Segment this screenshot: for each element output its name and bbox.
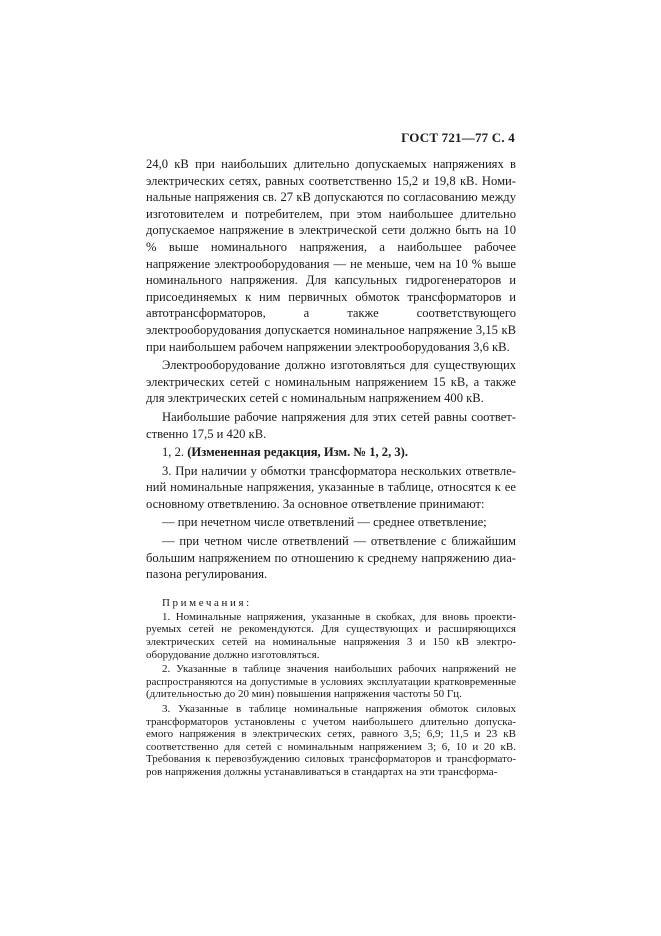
amendment-clause-numbers: 1, 2. — [162, 445, 185, 460]
paragraph-max-voltages: Наибольшие рабочие напряжения для этих сетей равны соответственно 17,5 и 420 кВ. — [146, 409, 516, 441]
list-item-odd-taps: — при нечетном числе ответвлений — среднее ответвление; — [162, 515, 487, 530]
paragraph-amendment — [146, 444, 516, 461]
paragraph-clause-3: 3. При наличии у обмотки трансформатора нескольких ответвлений номинальные напряжения, указанные в таблице, относятся к ее основному ответвлению. За основное ответвление принимают: — [146, 463, 516, 511]
page-header: ГОСТ 721—77 С. 4 — [401, 130, 515, 145]
notes-title: Примечания: — [162, 596, 252, 609]
note-2: 2. Указанные в таблице значения наибольших рабочих напряжений не распространяются на допустимые в условиях эксплуатации кратковременные (длительностью до 20 мин) повышения напряжения частоты 50 Гц. — [146, 663, 516, 701]
amendment-note: (Измененная редакция, Изм. № 1, 2, 3). — [187, 445, 409, 460]
note-3: 3. Указанные в таблице номинальные напряжения обмоток силовых трансформаторов установлены с учетом наибольшего длительно допускаемого напряжения в электрических сетях, равного 3,5; 6,9; 11,5 и 23 кВ соответственно для сетей с номинальным напряжением 3; 6, 10 и 20 кВ. Требования к перевозбуждению силовых трансформаторов и трансформаторов напряжения должны устанавливаться в стандартах на эти трансформа- — [146, 703, 516, 778]
note-1: 1. Номинальные напряжения, указанные в скобках, для вновь проектируемых сетей не рекомендуются. Для существующих и расширяющихся электрических сетей на номинальные напряжения 3 и 150 кВ электрооборудование должно изготовляться. — [146, 610, 516, 661]
paragraph-existing-networks: Электрооборудование должно изготовляться для существующих электрических сетей с номинальным напряжением 15 кВ, а также для электрических сетей с номинальным напряжением 400 кВ. — [146, 358, 516, 406]
document-body — [146, 156, 516, 781]
paragraph-continuation: 24,0 кВ при наибольших длительно допускаемых напряжениях в электрических сетях, равных соответственно 15,2 и 19,8 кВ. Номинальные напряжения св. 27 кВ допускаются по согласованию между изготовителем и потребителем, при этом наибольшее длительно допускаемое напряжение в электрической сети должно быть на 10 % выше номинального напряжения, а наибольшее рабочее напряжение электрооборудования — не меньше, чем на 10 % выше номинального напряжения. Для капсульных гидрогенераторов и присоединяемых к ним первичных обмоток трансформаторов и автотрансформаторов, а также соответствующего электрооборудования допускается номинальное напряжение 3,15 кВ при наибольшем рабочем напряжении электрооборудования 3,6 кВ. — [146, 157, 516, 354]
notes-section — [146, 597, 516, 779]
list-item-even-taps: — при четном числе ответвлений — ответвление с ближайшим большим напряжением по отношению к среднему напряжению диапазона регулирования. — [146, 534, 516, 582]
